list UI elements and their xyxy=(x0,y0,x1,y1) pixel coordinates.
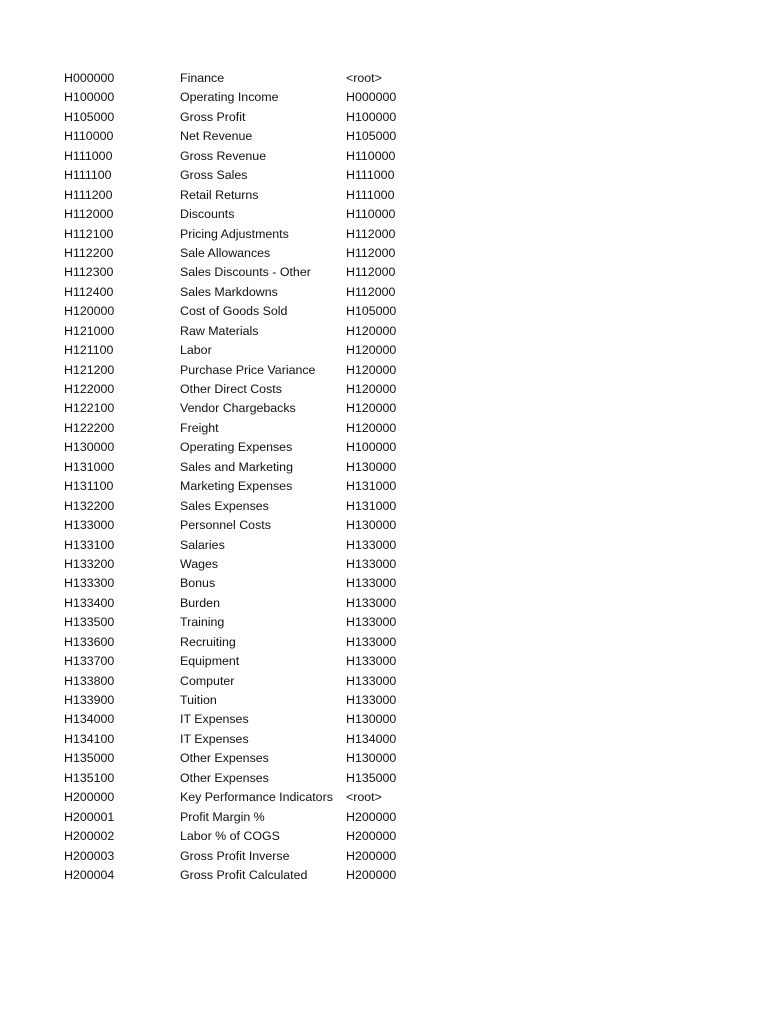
table-row xyxy=(64,866,744,885)
parent-code-cell[interactable]: H133000 xyxy=(346,693,397,707)
account-code-cell[interactable]: H133500 xyxy=(64,615,115,630)
table-row xyxy=(64,536,744,555)
account-code-cell[interactable]: H111200 xyxy=(64,187,113,202)
table-row xyxy=(64,399,744,418)
parent-code-cell[interactable]: H111000 xyxy=(346,187,395,202)
account-name-cell[interactable]: Cost of Goods Sold xyxy=(180,304,288,319)
parent-code-cell[interactable]: H130000 xyxy=(346,712,397,727)
account-code-cell[interactable]: H133600 xyxy=(64,634,115,649)
table-row xyxy=(64,205,744,224)
account-code-cell[interactable]: H200004 xyxy=(64,867,115,882)
parent-code-cell[interactable]: H100000 xyxy=(346,440,397,455)
account-code-cell[interactable]: H112000 xyxy=(64,207,114,222)
account-name-cell[interactable]: Retail Returns xyxy=(180,187,259,202)
parent-code-cell[interactable]: H111000 xyxy=(346,168,395,183)
account-code-cell[interactable]: H112400 xyxy=(64,284,114,299)
account-code-cell[interactable]: H134100 xyxy=(64,731,115,746)
table-row xyxy=(64,88,744,107)
table-row xyxy=(64,458,744,477)
account-name-cell[interactable]: Freight xyxy=(180,420,219,435)
account-code-cell[interactable]: H122200 xyxy=(64,420,115,435)
account-name-cell[interactable]: Key Performance Indicators xyxy=(180,790,333,805)
table-row xyxy=(64,380,744,399)
parent-code-cell[interactable]: H133000 xyxy=(346,673,397,688)
account-code-cell[interactable]: H131000 xyxy=(64,459,115,474)
account-code-cell[interactable]: H134000 xyxy=(64,712,115,727)
parent-code-cell[interactable]: H105000 xyxy=(346,304,397,319)
table-row xyxy=(64,322,744,341)
account-code-cell[interactable]: H200002 xyxy=(64,829,115,844)
parent-code-cell[interactable]: H133000 xyxy=(346,615,397,630)
account-code-cell[interactable]: H200003 xyxy=(64,848,115,863)
account-code-cell[interactable]: H135000 xyxy=(64,751,115,766)
account-code-cell[interactable]: H133300 xyxy=(64,576,115,591)
account-code-cell[interactable]: H112100 xyxy=(64,226,114,241)
account-code-cell[interactable]: H133700 xyxy=(64,654,115,669)
account-code-cell[interactable]: H131100 xyxy=(64,479,114,494)
table-row xyxy=(64,613,744,632)
table-row xyxy=(64,361,744,380)
parent-code-cell[interactable]: H112000 xyxy=(346,265,396,280)
account-name-cell[interactable]: Purchase Price Variance xyxy=(180,362,316,377)
account-name-cell[interactable]: Gross Profit xyxy=(180,109,246,124)
table-row xyxy=(64,263,744,282)
table-row xyxy=(64,710,744,729)
account-name-cell[interactable]: IT Expenses xyxy=(180,712,249,727)
account-name-cell[interactable]: Vendor Chargebacks xyxy=(180,401,296,416)
table-row xyxy=(64,808,744,827)
account-code-cell[interactable]: H112300 xyxy=(64,265,114,280)
table-row xyxy=(64,244,744,263)
account-name-cell[interactable]: Wages xyxy=(180,556,219,571)
account-name-cell[interactable]: Other Expenses xyxy=(180,751,269,766)
table-row xyxy=(64,497,744,516)
account-name-cell[interactable]: Gross Sales xyxy=(180,168,248,183)
account-name-cell[interactable]: Operating Expenses xyxy=(180,440,293,455)
account-name-cell[interactable]: Net Revenue xyxy=(180,129,253,144)
parent-code-cell[interactable]: H131000 xyxy=(346,479,397,494)
parent-code-cell[interactable]: H133000 xyxy=(346,537,397,552)
parent-code-cell[interactable]: H120000 xyxy=(346,401,397,416)
parent-code-cell[interactable]: H130000 xyxy=(346,459,397,474)
table-row xyxy=(64,127,744,146)
account-name-cell[interactable]: Burden xyxy=(180,595,220,610)
parent-code-cell[interactable]: H131000 xyxy=(346,498,397,513)
account-name-cell[interactable]: Sales Discounts - Other xyxy=(180,265,311,280)
hierarchy-table xyxy=(64,69,744,885)
table-row xyxy=(64,302,744,321)
account-code-cell[interactable]: H121000 xyxy=(64,323,115,338)
account-name-cell[interactable]: Equipment xyxy=(180,654,240,669)
parent-code-cell[interactable]: H200000 xyxy=(346,809,397,824)
table-row xyxy=(64,633,744,652)
account-name-cell[interactable]: Sales Expenses xyxy=(180,498,269,513)
table-row xyxy=(64,147,744,166)
account-code-cell[interactable]: H100000 xyxy=(64,90,115,105)
account-name-cell[interactable]: Raw Materials xyxy=(180,323,259,338)
account-code-cell[interactable]: H200001 xyxy=(64,809,115,824)
account-code-cell[interactable]: H133100 xyxy=(64,537,115,552)
account-name-cell[interactable]: Marketing Expenses xyxy=(180,479,293,494)
account-name-cell[interactable]: Profit Margin % xyxy=(180,809,265,824)
table-row xyxy=(64,788,744,807)
table-row xyxy=(64,166,744,185)
account-name-cell[interactable]: Discounts xyxy=(180,207,235,222)
table-row xyxy=(64,516,744,535)
account-code-cell[interactable]: H130000 xyxy=(64,440,115,455)
account-code-cell[interactable]: H133000 xyxy=(64,518,115,533)
account-name-cell[interactable]: Gross Revenue xyxy=(180,148,267,163)
account-name-cell[interactable]: Labor xyxy=(180,343,212,358)
account-code-cell[interactable]: H110000 xyxy=(64,129,114,144)
table-row xyxy=(64,69,744,88)
table-row xyxy=(64,186,744,205)
parent-code-cell[interactable]: H130000 xyxy=(346,751,397,766)
table-row xyxy=(64,691,744,710)
account-code-cell[interactable]: H133200 xyxy=(64,556,115,571)
table-row xyxy=(64,769,744,788)
parent-code-cell[interactable]: H120000 xyxy=(346,323,397,338)
parent-code-cell[interactable]: <root> xyxy=(346,790,382,805)
parent-code-cell[interactable]: H133000 xyxy=(346,634,397,649)
account-code-cell[interactable]: H112200 xyxy=(64,245,114,260)
parent-code-cell[interactable]: H133000 xyxy=(346,576,397,591)
parent-code-cell[interactable]: H112000 xyxy=(346,226,396,241)
parent-code-cell[interactable]: H200000 xyxy=(346,867,397,882)
parent-code-cell[interactable]: H120000 xyxy=(346,420,397,435)
account-code-cell[interactable]: H122000 xyxy=(64,382,115,396)
account-name-cell[interactable]: Operating Income xyxy=(180,90,279,105)
account-name-cell[interactable]: Training xyxy=(180,615,225,630)
parent-code-cell[interactable]: H200000 xyxy=(346,829,397,844)
account-code-cell[interactable]: H200000 xyxy=(64,790,115,805)
account-name-cell[interactable]: Sales Markdowns xyxy=(180,284,278,299)
account-name-cell[interactable]: Bonus xyxy=(180,576,216,591)
account-code-cell[interactable]: H105000 xyxy=(64,109,115,124)
table-row xyxy=(64,574,744,593)
parent-code-cell[interactable]: H112000 xyxy=(346,284,396,299)
table-row xyxy=(64,341,744,360)
parent-code-cell[interactable]: H130000 xyxy=(346,518,397,533)
table-row xyxy=(64,283,744,302)
account-name-cell[interactable]: Pricing Adjustments xyxy=(180,226,289,241)
parent-code-cell[interactable]: <root> xyxy=(346,71,382,85)
table-row xyxy=(64,477,744,496)
account-code-cell[interactable]: H132200 xyxy=(64,498,115,513)
parent-code-cell[interactable]: H112000 xyxy=(346,245,396,260)
parent-code-cell[interactable]: H135000 xyxy=(346,770,397,785)
table-row xyxy=(64,827,744,846)
parent-code-cell[interactable]: H120000 xyxy=(346,343,397,358)
account-code-cell[interactable]: H120000 xyxy=(64,304,115,319)
parent-code-cell[interactable]: H105000 xyxy=(346,129,397,144)
account-name-cell[interactable]: Other Expenses xyxy=(180,770,269,785)
account-name-cell[interactable]: Finance xyxy=(180,71,225,85)
table-row xyxy=(64,594,744,613)
account-name-cell[interactable]: Sales and Marketing xyxy=(180,459,293,474)
account-code-cell[interactable]: H122100 xyxy=(64,401,115,416)
parent-code-cell[interactable]: H134000 xyxy=(346,731,397,746)
account-code-cell[interactable]: H133800 xyxy=(64,673,115,688)
table-row xyxy=(64,438,744,457)
account-code-cell[interactable]: H133900 xyxy=(64,693,115,707)
account-name-cell[interactable]: Tuition xyxy=(180,693,217,707)
account-name-cell[interactable]: Gross Profit Inverse xyxy=(180,848,290,863)
parent-code-cell[interactable]: H110000 xyxy=(346,207,396,222)
account-name-cell[interactable]: IT Expenses xyxy=(180,731,249,746)
parent-code-cell[interactable]: H133000 xyxy=(346,654,397,669)
table-row xyxy=(64,749,744,768)
table-row xyxy=(64,555,744,574)
account-code-cell[interactable]: H000000 xyxy=(64,71,115,85)
parent-code-cell[interactable]: H110000 xyxy=(346,148,396,163)
parent-code-cell[interactable]: H200000 xyxy=(346,848,397,863)
account-code-cell[interactable]: H111000 xyxy=(64,148,113,163)
parent-code-cell[interactable]: H000000 xyxy=(346,90,397,105)
table-row xyxy=(64,730,744,749)
account-name-cell[interactable]: Other Direct Costs xyxy=(180,382,282,396)
parent-code-cell[interactable]: H133000 xyxy=(346,595,397,610)
parent-code-cell[interactable]: H120000 xyxy=(346,382,397,396)
account-name-cell[interactable]: Labor % of COGS xyxy=(180,829,280,844)
account-code-cell[interactable]: H133400 xyxy=(64,595,115,610)
account-name-cell[interactable]: Recruiting xyxy=(180,634,236,649)
account-code-cell[interactable]: H111100 xyxy=(64,168,112,183)
account-name-cell[interactable]: Gross Profit Calculated xyxy=(180,867,308,882)
table-body xyxy=(64,69,744,885)
account-code-cell[interactable]: H121200 xyxy=(64,362,115,377)
parent-code-cell[interactable]: H120000 xyxy=(346,362,397,377)
table-row xyxy=(64,672,744,691)
account-name-cell[interactable]: Personnel Costs xyxy=(180,518,271,533)
table-row xyxy=(64,225,744,244)
table-row xyxy=(64,108,744,127)
table-row xyxy=(64,419,744,438)
account-code-cell[interactable]: H135100 xyxy=(64,770,115,785)
account-code-cell[interactable]: H121100 xyxy=(64,343,114,358)
parent-code-cell[interactable]: H133000 xyxy=(346,556,397,571)
account-name-cell[interactable]: Salaries xyxy=(180,537,225,552)
table-row xyxy=(64,652,744,671)
parent-code-cell[interactable]: H100000 xyxy=(346,109,397,124)
account-name-cell[interactable]: Sale Allowances xyxy=(180,245,271,260)
table-row xyxy=(64,847,744,866)
account-name-cell[interactable]: Computer xyxy=(180,673,235,688)
